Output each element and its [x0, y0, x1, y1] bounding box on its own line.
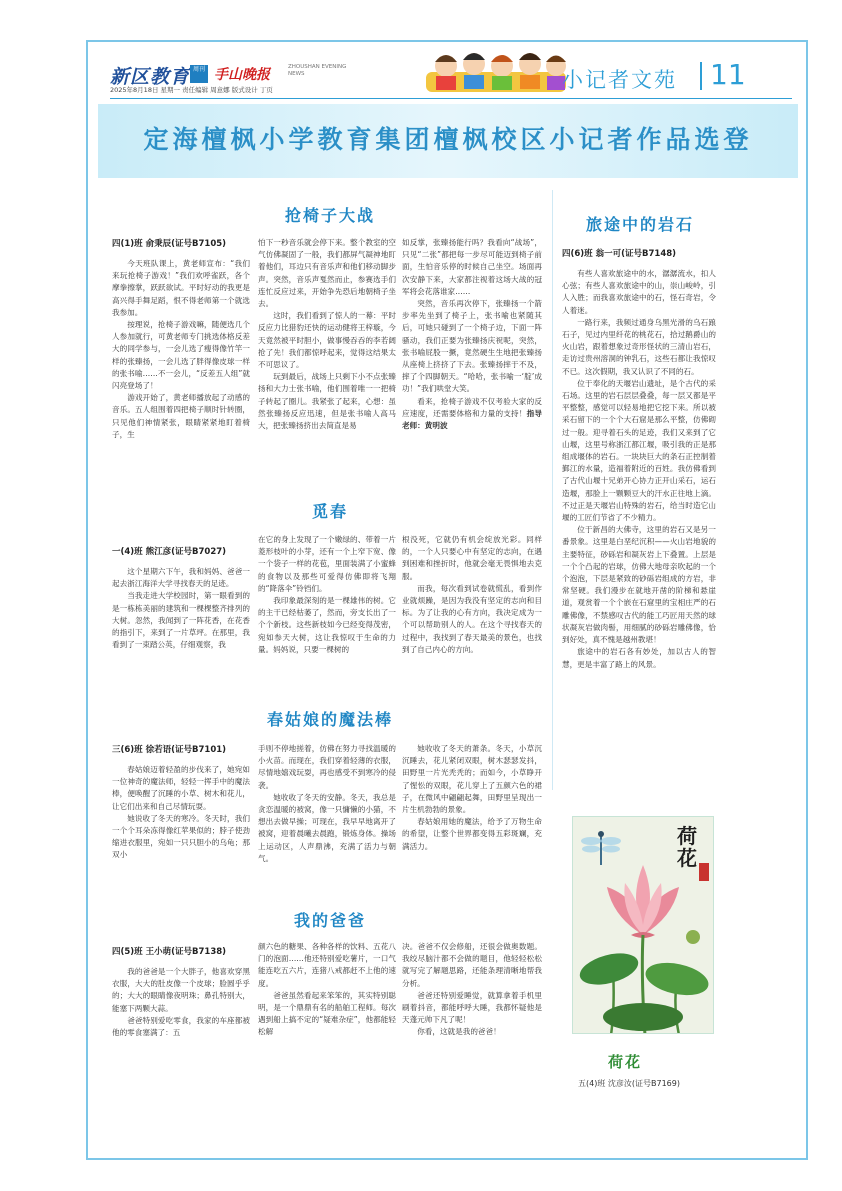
article-spring-col2 — [258, 534, 396, 656]
byline-rocks: 四(6)班 翁一可(证号B7148) — [562, 249, 677, 259]
paragraph: 手则不停地搓着，仿佛在努力寻找温暖的小火苗。而现在，我们穿着轻薄的衣服，尽情地嬉戏玩耍，再也感受不到寒冷的侵袭。 — [258, 744, 396, 790]
paragraph: 游戏开始了，黄老师播放起了动感的音乐。五人组围着四把椅子顺时针转圈，只见他们神情紧张，眼睛紧紧地盯着椅子，生 — [112, 393, 250, 439]
paragraph: 这时，我们看到了惊人的一幕：平时反应力比猎豹还快的运动健将王梓璇，今天竟然被平时胆小，做事慢吞吞的李若阔抢了先！我们都惊呼起来，觉得这结果太不可思议了。 — [258, 311, 396, 370]
paragraph: 在它的身上发现了一个嫩绿的、带着一片菱形枝叶的小芽，还有一个上窄下宽、像一个袋子一样的花苞，里面装满了小蜜蜂的食物以及那些可爱得仿佛即将飞翔的“降落伞”铃铛们。 — [258, 535, 396, 593]
header-rule — [110, 98, 792, 99]
teacher-credit: 指导老师：黄明波 — [402, 408, 543, 431]
article-chairs-col2 — [258, 237, 396, 432]
paragraph: 春姑娘用她的魔法，给予了万物生命的希望，让整个世界都变得五彩斑斓，充满活力。 — [402, 817, 542, 851]
paragraph: 她收收了冬天的安静。冬天，我总是贪恋温暖的被窝，像一只慵懒的小猫，不想出去做早操；可现在，我早早地离开了被窝，迎着晨曦去晨跑，锻炼身体。操场上运动区，人声鼎沸，充满了活力与朝气。 — [258, 792, 396, 863]
paragraph: 我的爸爸是一个大胖子，他喜欢穿黑衣服，大大的肚皮像一个皮球；脸圆乎乎的；大大的眼睛像夜明珠；鼻孔特别大，能塞下两颗大蒜。 — [112, 967, 250, 1013]
article-rocks-body — [562, 268, 716, 671]
article-spring-col1 — [112, 566, 250, 651]
page-number: 11 — [710, 58, 746, 91]
paragraph: 如反掌，张臻扬能行吗？我看向“战场”，只见“二张”都把每一步尽可能迈到椅子前面，生怕音乐停的时候自己坐空。场面再次安静下来，大家都注视着这场大战的冠军将会花落谁家…… — [402, 238, 542, 296]
children-illustration-icon — [406, 44, 586, 94]
paragraph: 看来，抢椅子游戏不仅考验大家的反应速度，还需要体格和力量的支持！指导老师：黄明波 — [402, 396, 543, 431]
byline-spring-girl: 三(6)班 徐若语(证号B7101) — [112, 745, 227, 755]
byline-chairs: 四(1)班 俞秉辰(证号B7105) — [112, 239, 227, 249]
paragraph: 按理说，抢椅子游戏嘛，随便选几个人参加就行，可黄老师专门挑选体格反差大的同学参与，一会儿选了瘦得像竹竿一样的张臻扬，一会儿选了胖得像皮球一样的张书喻……不一会儿，“反差五人组”就闪亮登场了！ — [112, 320, 250, 391]
paragraph: 位于奉化的天堰岩山遗址，是个古代的采石场。这里的岩石层层叠叠，每一层又都是平平整整，感觉可以轻易地把它挖下来。所以被采石留下的一个个大石窟是那么平整，仿佛砌过一般。迎寻着石头的足迹，我们又来到了它山堰，这里号称浙江都江堰，吸引我的正是那组成堰体的岩石。一块块巨大的条石正控制着鄞江的水量，造福着附近的百姓。我仿佛看到了古代山堰十兄弟开心协力正开山采石，运石造堰，那脸上一颗颗豆大的汗水正往地上滴。不过正是天堰岩山特殊的岩石，给当时造它山堰的工匠们节省了不少精力。 — [562, 378, 716, 523]
paragraph: 当我走进大学校园时，第一眼看到的是一栋栋美丽的建筑和一棵棵整齐排列的大树。忽然，我闻到了一阵花香，在花香的指引下，来到了一片草坪。在那里，我看到了一束踏公英，仔细观察，我 — [112, 591, 250, 650]
brand-tag: 周刊 — [190, 65, 208, 83]
byline-dad: 四(5)班 王小萌(证号B7138) — [112, 947, 227, 957]
paragraph: 爸爸特别爱吃零食，我家的车座都被他的零食塞满了：五 — [112, 1015, 250, 1038]
article-spring-col3 — [402, 534, 542, 656]
newspaper-english-name: ZHOUSHAN EVENING NEWS — [288, 64, 347, 77]
paragraph: 爸爸虽然看起来笨笨的，其实特别聪明，是一个鼎鼎有名的船舶工程师。每次遇到船上搞不定的“疑难杂症”，他都能轻松解 — [258, 990, 396, 1037]
page-divider — [700, 62, 702, 90]
paragraph: 我印象最深刻的是一棵雄伟的树。它的主干已经枯萎了，然而，旁支长出了一个个新枝。这些新枝如今已经变得茂密，宛如参天大树，这让我惊叹于生命的力量。妈妈说，只要一棵树的 — [258, 596, 396, 654]
article-spring-girl-col1 — [112, 764, 250, 862]
paragraph: 你看，这就是我的爸爸！ — [417, 1027, 501, 1037]
article-spring-girl-col3 — [402, 743, 542, 853]
byline-spring: 一(4)班 熊江彦(证号B7027) — [112, 547, 227, 557]
paragraph: 突然，音乐再次停下，张臻扬一个箭步率先坐到了椅子上，张书喻也紧随其后，可她只碰到了一个椅子边，下面一阵骚动，我们正要为张臻扬庆祝呢，突然，张书喻屁股一撅，竟然硬生生地把张臻扬从座椅上挤挤了下去。张臻扬摔于不及，摔了个四脚朝天。“哈哈，张书喻一‘腚’成功！”我们哄堂大笑。 — [402, 299, 542, 394]
paragraph: 今天班队课上，黄老师宣布：“我们来玩抢椅子游戏！”我们欢呼雀跃，各个摩拳擦掌，跃跃欲试。平时好动的我更是高兴得手舞足蹈，恨不得老师第一个就选我参加。 — [112, 259, 250, 317]
paragraph: 她收收了冬天的萧条。冬天，小草沉沉睡去，花儿紧闭双眼，树木瑟瑟发抖，田野里一片光秃秃的；而如今，小草睁开了惺忪的双眼，花儿穿上了五颜六色的裙子，在微风中翩翩起舞，田野里呈现出一片生机勃勃的景象。 — [402, 744, 542, 815]
article-dad-col2 — [258, 941, 396, 1039]
masthead — [110, 58, 810, 98]
painting-caption: 五(4)班 沈彦汝(证号B7169) — [578, 1079, 680, 1088]
article-dad-col1 — [112, 966, 250, 1039]
lotus-painting — [572, 816, 714, 1034]
brand-name: 新区教育 — [110, 66, 191, 88]
paragraph: 她说收了冬天的寒冷。冬天时，我们一个个耳朵冻得像红苹果似的；脖子使劲缩进衣服里，宛如一只只胆小的乌龟；那双小 — [112, 813, 250, 860]
painting-inscription: 荷花 — [677, 824, 697, 870]
paragraph: 一路行来，我频过通身乌黑光滑的乌石踉石子，见过内里纤花的桃花石，拾过鹅爵山的火山岩，跟着想象过奇形怪状的三清山岩石，走访过贵州溶洞的钟乳石，这些石都让我惊叹不已。这次假期，我又认识了不同的石。 — [562, 317, 716, 376]
article-title-spring: 觅春 — [311, 502, 348, 521]
paragraph: 玩到最后，战场上只剩下小不点张臻扬和大力士张书喻，他们围着唯一一把椅子转起了圈儿。我紧张了起来，心想：虽然张臻扬反应迅速，但是张书喻人高马大，把张臻扬挤出去简直是易 — [258, 372, 396, 431]
page-title: 定海檀枫小学教育集团檀枫校区小记者作品选登 — [143, 125, 753, 154]
article-chairs-col1 — [112, 258, 250, 441]
paragraph: 怕下一秒音乐就会停下来。整个教室的空气仿佛凝固了一般，我们都屏气凝神地盯着他们，耳边只有音乐声和他们移动脚步声。突然，音乐声戛然而止，参赛选手们连忙反应过来，开始争先恐后地朝椅子坐去。 — [258, 238, 396, 309]
paragraph: 根没死，它就仍有机会绽放光彩。同样的，一个人只要心中有坚定的志向，在遇到困难和挫折时，他就会毫无畏惧地去克服。 — [402, 535, 542, 581]
paragraph: 春姑娘迈着轻盈的步伐来了，她宛如一位神奇的魔法师，轻轻一挥手中的魔法棒，便唤醒了沉睡的小草、树木和花儿，让它们出来和自己尽情玩耍。 — [112, 765, 250, 811]
article-title-dad: 我的爸爸 — [293, 911, 366, 930]
article-spring-girl-col2 — [258, 743, 396, 865]
article-dad-col3 — [402, 941, 542, 1039]
painting-title: 荷花 — [608, 1053, 643, 1071]
paragraph: 旅途中的岩石各有妙处，加以古人的智慧，更是丰富了路上的风景。 — [562, 647, 716, 669]
column-title: 小记者文苑 — [562, 68, 677, 92]
paragraph: 有些人喜欢旅途中的水，潺潺流水，扣人心弦；有些人喜欢旅途中的山，崇山峻岭，引人入胜；而我喜欢旅途中的石，怪石奇岩，令人着迷。 — [562, 269, 716, 315]
article-chairs-col3 — [402, 237, 542, 432]
paragraph: 爸爸还特别爱睡觉，就算拿着手机里刷着抖音，都能呼呼大睡，我都怀疑他是天蓬元帅下凡了呢！ — [402, 990, 542, 1025]
article-title-spring-girl: 春姑娘的魔法棒 — [266, 710, 393, 729]
paragraph: 颜六色的糖果、各种各样的饮料、五花八门的泡面……他还特别爱吃薯片，一口气能连吃五六片，连猪八戒都赶不上他的速度。 — [258, 942, 396, 988]
paragraph: 而我，每次看到试卷就慌乱，看到作业就烦躁，是因为我没有坚定的志向和目标。为了让我的心有方向，我决定成为一个可以帮助别人的人。在这个寻找春天的过程中，我找到了春天最美的景色，也找到了自己内心的方向。 — [402, 583, 542, 654]
paragraph: 位于新昌的大佛寺，这里的岩石又是另一番景象。这里是白垩纪沉积——火山岩地貌的主要特征，砂砾岩和凝灰岩上下叠置。上层是一个个凸起的岩球，仿佛大地母亲吹起的一个个泡泡，下层是紧致的砂砾岩组成的方岩，非常坚硬。我们漫步在就地开凿的阶梯和悬崖道，观赏着一个个嵌在石窟里的宝相庄严的石雕佛像，不禁感叹古代的能工巧匠用天然的球状凝灰岩做肉髻，用细腻的砂砾岩雕佛像，恰到好处，真不愧是越州教堪！ — [562, 525, 716, 645]
issue-info: 2025年8月18日 星期一 责任编辑 周意娜 版式设计 丁页 — [110, 86, 273, 94]
article-title-chairs: 抢椅子大战 — [284, 206, 375, 225]
column-divider — [552, 190, 553, 790]
newspaper-name: 手山晚报 — [214, 67, 270, 83]
article-title-rocks: 旅途中的岩石 — [585, 215, 694, 234]
paragraph: 决。爸爸不仅会修船，还很会做奥数题。我绞尽脑汁都不会做的题目，他轻轻松松就写完了解题思路，还能条理清晰地帮我分析。 — [402, 942, 542, 988]
paragraph: 这个星期六下午，我和妈妈、爸爸一起去浙江海洋大学寻找春天的足迹。 — [112, 567, 250, 589]
